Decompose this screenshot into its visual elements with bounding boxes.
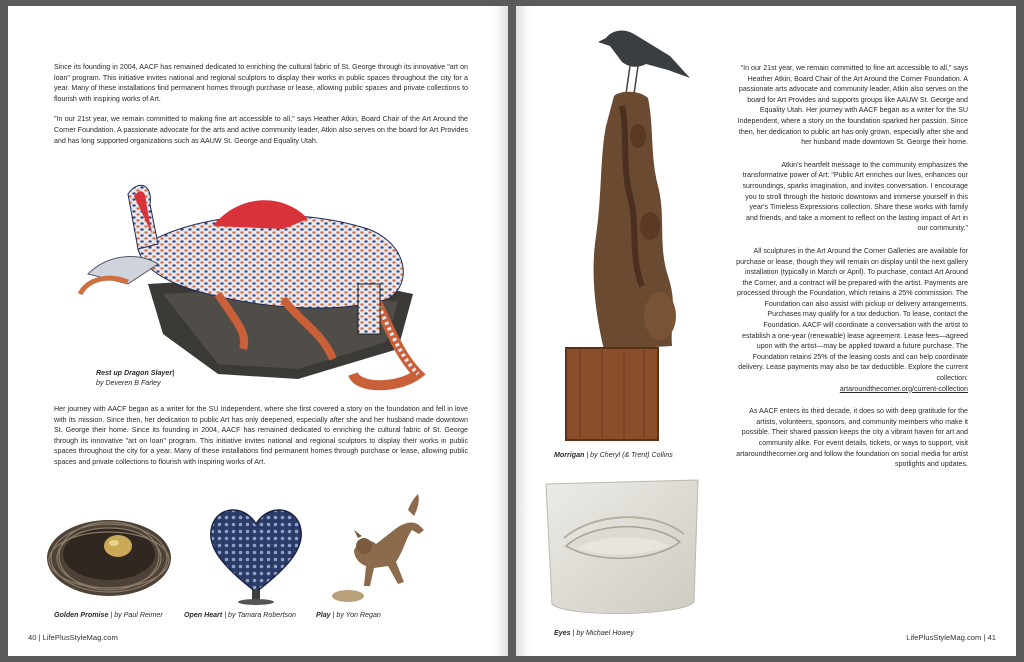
play-dog-sculpture-image xyxy=(324,490,432,608)
left-paragraph-1: Since its founding in 2004, AACF has remained dedicated to enriching the cultural fabric of St. George through its innovative "art on loan" program. This initiative invites national and regional sculptors to display their works in public spaces throughout the city for a year. Many of these installations find permanent homes through purchase or lease, allowing public spaces and private collections to flourish with inspiring works of Art. xyxy=(54,63,468,103)
golden-promise-caption-title: Golden Promise xyxy=(54,611,109,619)
left-page-folio: 40 | LifePlusStyleMag.com xyxy=(28,633,118,642)
dragon-caption-artist: by Deveren B Farley xyxy=(96,379,161,387)
golden-promise-caption xyxy=(54,610,163,620)
left-column-top xyxy=(54,62,468,146)
morrigan-caption xyxy=(554,450,673,460)
right-page xyxy=(516,6,1016,656)
eyes-caption xyxy=(554,628,634,638)
golden-promise-nest-image xyxy=(44,502,174,602)
left-column-bottom xyxy=(54,404,468,468)
right-paragraph-4: As AACF enters its third decade, it does so with deep gratitude for the artists, volunteers, sponsors, and community members who make it possible. Their shared passion keeps the city a vibrant haven for art and community alike. For event details, tickets, or ways to support, visit artaroundthecorner.org and follow the foundation on social media for artist spotlights and updates. xyxy=(736,407,968,469)
eyes-caption-title: Eyes xyxy=(554,629,571,637)
morrigan-crow-sculpture-image xyxy=(550,16,700,452)
play-caption-title: Play xyxy=(316,611,331,619)
dragon-caption xyxy=(96,368,174,388)
dragon-sculpture-image xyxy=(68,174,428,398)
play-caption xyxy=(316,610,381,620)
left-page xyxy=(8,6,508,656)
left-paragraph-3: Her journey with AACF began as a writer for the SU Independent, where she first covered a story on the foundation and fell in love with its mission. Since then, her dedication to public Art has only deepened, especially after she and her husband made downtown St. George their home. Since its founding in 2004, AACF has remained dedicated to enriching the cultural fabric of St. George through its innovative "art on loan" program. This initiative invites national and regional sculptors to display their works in public spaces throughout the city for a year. Many of these installations find permanent homes through purchase or lease, allowing public spaces and private collections to flourish with inspiring works of Art. xyxy=(54,405,468,466)
open-heart-image xyxy=(202,500,310,608)
current-collection-link[interactable]: artaroundthecorner.org/current-collection xyxy=(839,384,968,393)
right-paragraph-2: Atkin's heartfelt message to the community emphasizes the transformative power of Art: "Public Art enriches our lives, enhances our surroundings, sparks imagination, and invites conversation. I encourage you to stroll through the historic downtown and immerse yourself in this year's Timeless Expressions collection. Share these works with family and friends, and take a moment to reflect on the lasting impact of Art in our community." xyxy=(742,160,968,233)
open-heart-caption xyxy=(184,610,296,620)
open-heart-caption-artist: | by Tamara Robertson xyxy=(224,611,296,619)
gutter-shadow xyxy=(494,6,508,656)
eyes-caption-artist: | by Michael Howey xyxy=(572,629,634,637)
golden-promise-caption-artist: | by Paul Reimer xyxy=(110,611,163,619)
right-paragraph-1: "In our 21st year, we remain committed to fine art accessible to all," says Heather Atkin, Board Chair of the Art Around the Corner Foundation. A passionate arts advocate and community leader, Atkin also serves on the board for Art Provides and supports groups like AAUW St. George and Equality Utah. Her journey with AACF began as a writer for the SU Independent, where a story on the foundation sparked her passion. Since then, her dedication to public art has only grown, especially after she and her husband made downtown St. George their home. xyxy=(737,64,968,147)
open-heart-caption-title: Open Heart xyxy=(184,611,223,619)
morrigan-caption-title: Morrigan xyxy=(554,451,585,459)
right-page-folio: LifePlusStyleMag.com | 41 xyxy=(906,633,996,642)
play-caption-artist: | by Yon Regan xyxy=(332,611,381,619)
left-paragraph-2: "In our 21st year, we remain committed to making fine art accessible to all," says Heather Atkin, Board Chair of the Art Around the Corner Foundation. A passionate advocate for the arts and active community leader, Atkin also serves on the board for Art Provides and has long supported organizations such as AAUW St. George and Equality Utah. xyxy=(54,115,468,145)
dragon-caption-title: Rest up Dragon Slayer| xyxy=(96,369,175,377)
right-paragraph-3-text: All sculptures in the Art Around the Corner Galleries are available for purchase or lease, though they will remain on display until the next gallery installation (typically in March or April). To purchase, contact Art Around the Corner, and a contract will be prepared with the artist. Payments are processed through the Foundation, which retains a 25% commission. The Foundation can also assist with pickup or delivery arrangements. Purchases may qualify for a tax deduction. To lease, contact the Foundation. AACF will coordinate a conversation with the artist to establish a one-year (renewable) lease agreement. Lease fees—agreed upon with the artist—may be applied toward a future purchase. The Foundation retains 25% of the leasing costs and can help coordinate delivery. Lease payments may also be tax deductible. Explore the current collection: xyxy=(736,246,968,383)
morrigan-caption-artist: | by Cheryl (& Trent) Collins xyxy=(586,451,673,459)
right-paragraph-3 xyxy=(736,246,968,394)
gutter-shadow xyxy=(516,6,530,656)
right-column xyxy=(736,63,968,470)
eyes-marble-sculpture-image xyxy=(542,476,704,626)
